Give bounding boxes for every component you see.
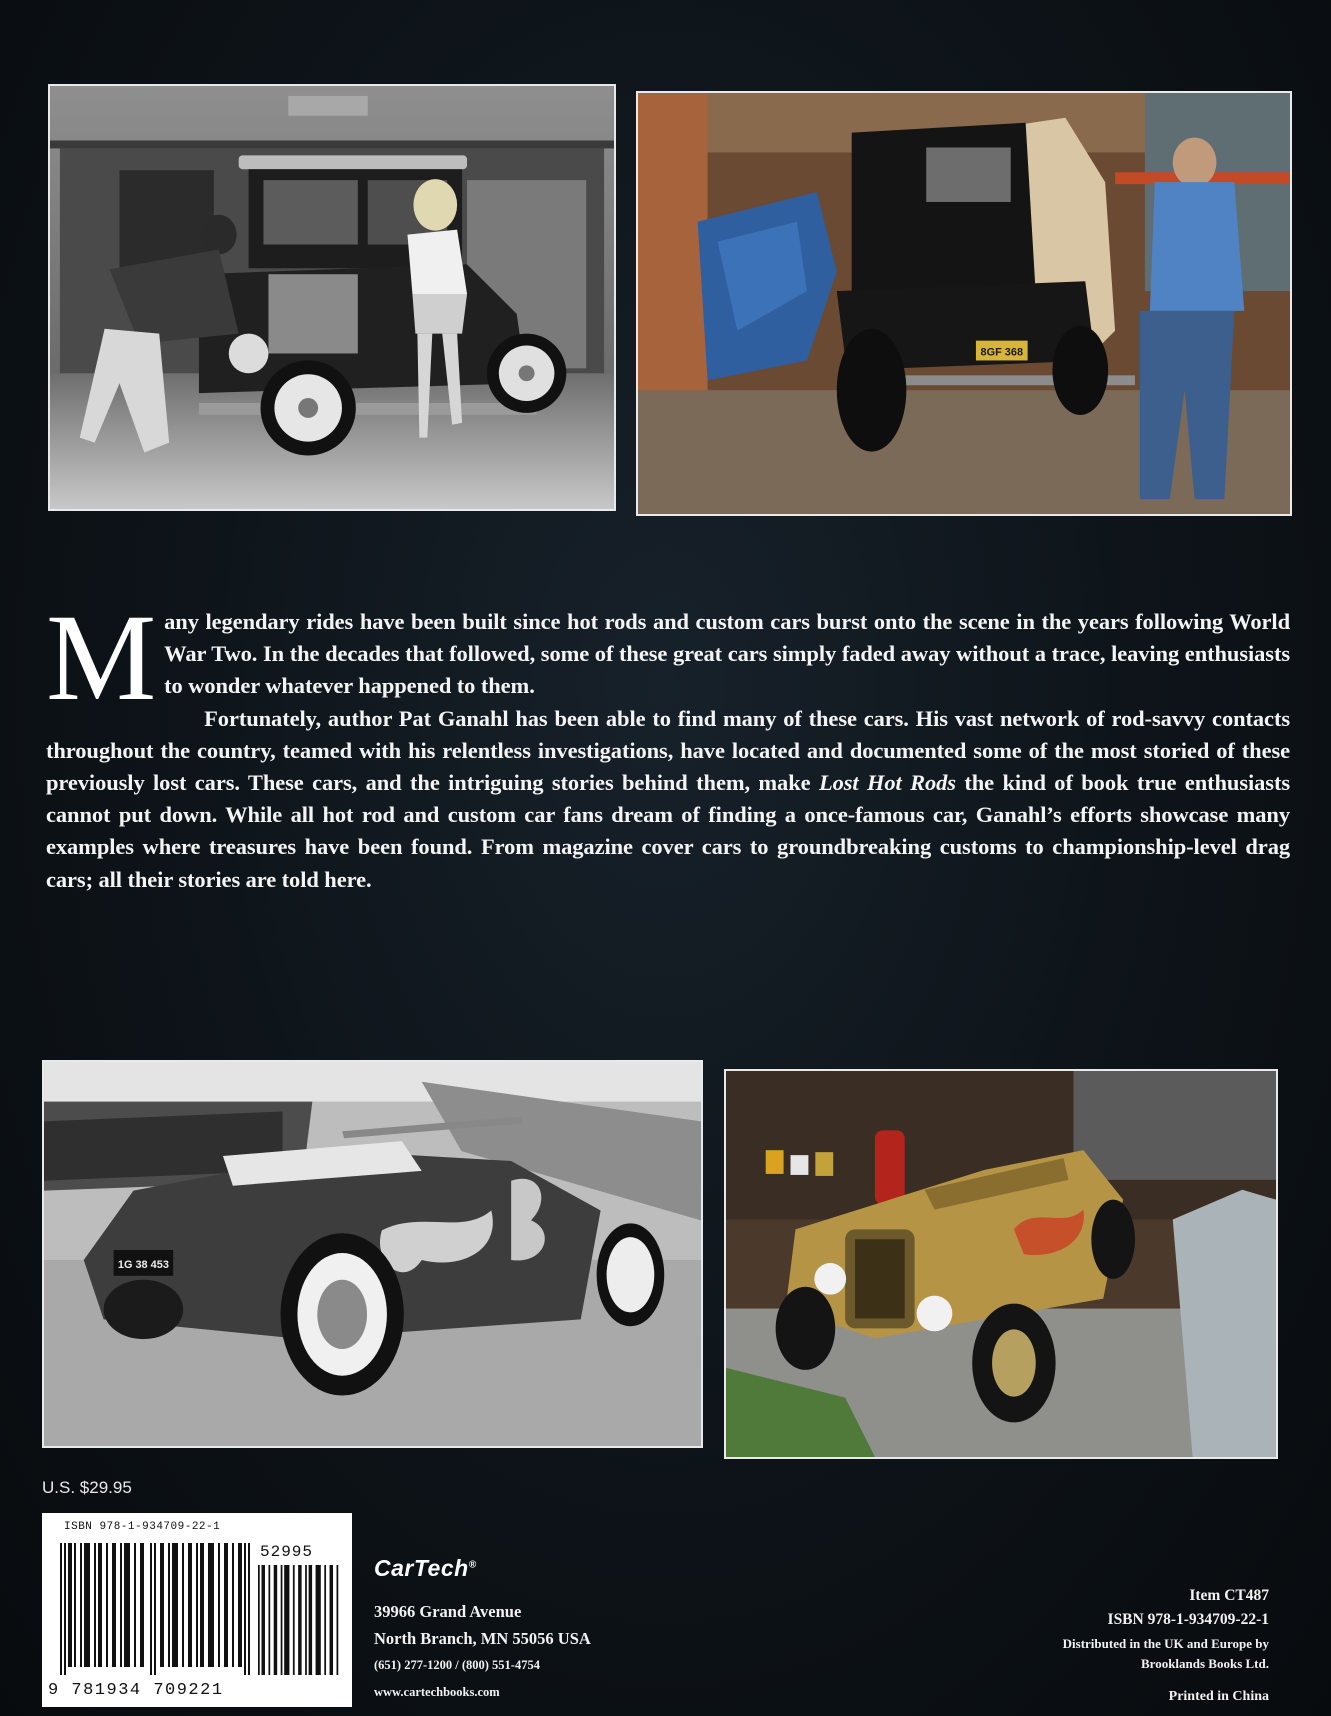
paragraph-2 (46, 703, 1290, 896)
price-label: U.S. $29.95 (42, 1478, 132, 1497)
publisher-website: www.cartechbooks.com (374, 1685, 500, 1699)
address-city: North Branch, MN 55056 USA (374, 1629, 591, 1648)
bw-roadster-flames-image (44, 1062, 701, 1446)
photo-bottom-right (724, 1069, 1278, 1459)
paragraph-2-text-end: the kind of book true enthusiasts cannot put down. While all hot rod and custom car fans dream of finding a once-famous car, Ganahl’s efforts showcase many examples where treasures have been found. From magazine cover cars to groundbreaking customs to championship-level drag cars; all their stories are told here. (46, 770, 1290, 892)
color-garage-coupe-image (638, 93, 1290, 514)
distribution-line-1: Distributed in the UK and Europe by (1062, 1636, 1269, 1651)
barcode-addon-number: 52995 (260, 1543, 314, 1561)
item-code: Item CT487 (1189, 1587, 1269, 1604)
printed-in: Printed in China (1168, 1689, 1269, 1704)
paragraph-1-text: any legendary rides have been built since hot rods and custom cars burst onto the scene in the years following World War Two. In the decades that followed, some of these great cars simply faded away without a trace, leaving enthusiasts to wonder whatever happened to them. (164, 609, 1290, 699)
item-info (1063, 1584, 1269, 1672)
color-gold-roadster-image (726, 1071, 1276, 1457)
registered-mark: ® (468, 1559, 477, 1571)
publisher-address (374, 1598, 591, 1706)
ean-barcode-bars (60, 1543, 250, 1675)
photo-top-right (636, 91, 1292, 516)
paragraph-2-text-start: Fortunately, author Pat Ganahl has been able to find many of these cars. His vast network of rod-savvy contacts throughout the country, teamed with his relentless investigations, have located and documented some of the most storied of these previously lost cars. These cars, and the intriguing stories behind them, make (46, 705, 1290, 796)
barcode-isbn-text: ISBN 978-1-934709-22-1 (64, 1521, 221, 1533)
photo-bottom-left (42, 1060, 703, 1448)
drop-cap: M (46, 589, 157, 726)
address-street: 39966 Grand Avenue (374, 1602, 522, 1621)
publisher-logo (374, 1555, 477, 1582)
description-text (46, 589, 1290, 896)
barcode (42, 1513, 352, 1707)
license-plate-text: 1G 38 453 (117, 1258, 169, 1271)
photo-top-left (48, 84, 616, 511)
bw-couple-hot-rod-image (50, 86, 614, 509)
book-title-italic: Lost Hot Rods (818, 770, 956, 796)
barcode-ean-number: 9 781934 709221 (48, 1681, 224, 1700)
paragraph-1 (46, 589, 1290, 726)
publisher-name: CarTech (374, 1555, 469, 1581)
publisher-phone: (651) 277-1200 / (800) 551-4754 (374, 1658, 540, 1672)
distribution-line-2: Brooklands Books Ltd. (1140, 1656, 1269, 1671)
license-plate-text: 8GF 368 (980, 346, 1024, 359)
addon-barcode-bars (258, 1565, 340, 1675)
item-isbn: ISBN 978-1-934709-22-1 (1107, 1611, 1269, 1628)
